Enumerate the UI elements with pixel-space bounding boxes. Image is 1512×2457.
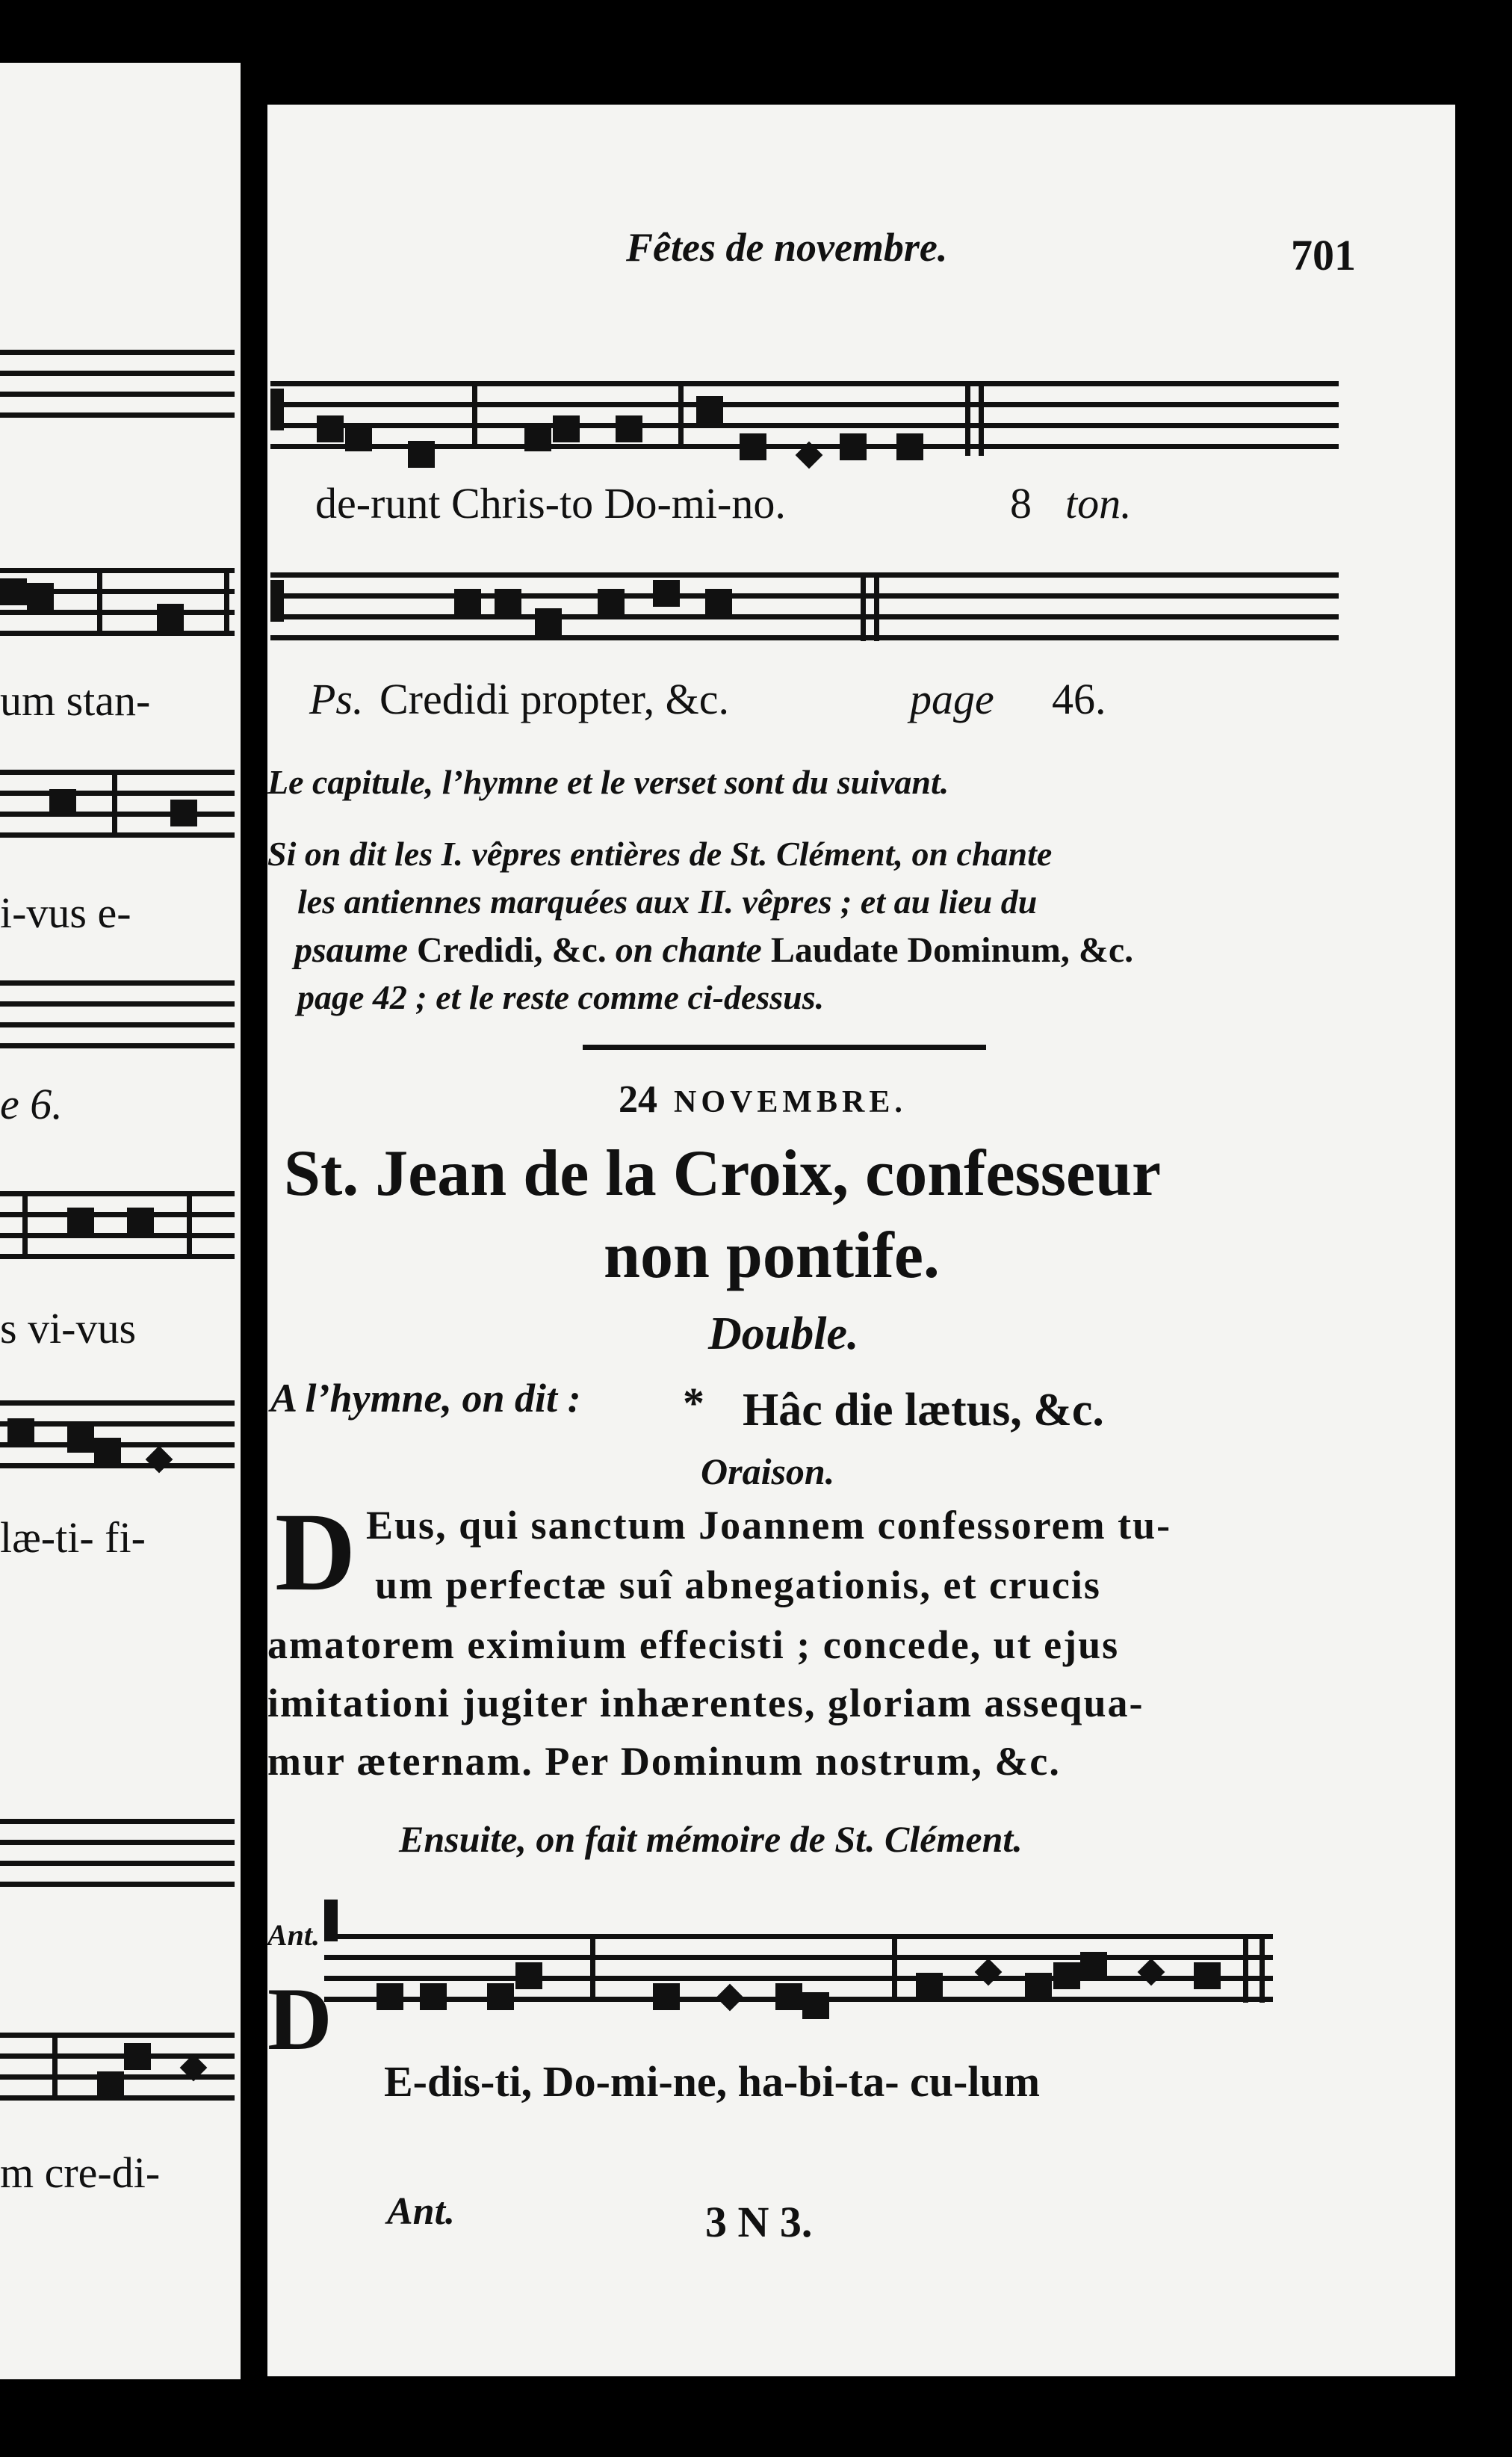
- feast-title: non pontife.: [604, 1220, 940, 1292]
- antiphon-drop-cap: D: [267, 1969, 332, 2068]
- psalm-abbreviation: Ps.: [309, 675, 364, 723]
- page-number: 701: [1291, 231, 1356, 279]
- chant-lyrics: de-runt Chris-to Do-mi-no.: [315, 479, 786, 528]
- rubric-vespers-line: les antiennes marquées aux II. vêpres ; et au lieu du: [297, 883, 1038, 921]
- rubric-italic: on chante: [615, 930, 762, 970]
- left-staff: [0, 2033, 235, 2100]
- rubric-vespers-line: page 42 ; et le reste comme ci-dessus.: [297, 978, 825, 1016]
- left-fragment-text: s vi-vus: [0, 1304, 137, 1353]
- feast-title: St. Jean de la Croix, confesseur: [284, 1137, 1162, 1210]
- rubric-vespers-line: [294, 930, 1133, 971]
- date-heading: [619, 1078, 907, 1122]
- left-fragment-text: e 6.: [0, 1080, 63, 1128]
- left-staff: [0, 980, 235, 1048]
- psalm-page-number: 46.: [1052, 675, 1106, 723]
- rubric-vespers-line: Si on dit les I. vêpres entières de St. Clément, on chante: [267, 835, 1053, 873]
- date-day: 24: [619, 1078, 657, 1121]
- hymn-star: *: [683, 1379, 704, 1427]
- prayer-line: mur æternam. Per Dominum nostrum, &c.: [267, 1739, 1061, 1784]
- hymn-incipit: Hâc die lætus, &c.: [743, 1385, 1104, 1435]
- commemoration-rubric: Ensuite, on fait mémoire de St. Clément.: [399, 1818, 1023, 1860]
- oraison-heading: Oraison.: [701, 1450, 835, 1492]
- left-staff: [0, 770, 235, 837]
- antiphon-lyrics: E-dis-ti, Do-mi-ne, ha-bi-ta- cu-lum: [384, 2057, 1041, 2106]
- left-staff: [0, 1819, 235, 1886]
- left-fragment-text: um stan-: [0, 676, 151, 725]
- prayer-line: Eus, qui sanctum Joannem confessorem tu-: [366, 1503, 1172, 1548]
- left-fragment-text: i-vus e-: [0, 888, 131, 937]
- left-staff: [0, 1191, 235, 1258]
- book-page-701: [267, 105, 1455, 2376]
- rubric-italic: psaume: [294, 930, 409, 970]
- antiphon-label: Ant.: [267, 1918, 320, 1952]
- prayer-drop-cap: D: [275, 1490, 356, 1614]
- antiphon-staff: [324, 1934, 1273, 2003]
- left-staff: [0, 350, 235, 417]
- left-fragment-text: læ-ti- fi-: [0, 1513, 146, 1562]
- running-head: Fêtes de novembre.: [626, 225, 948, 270]
- prayer-line: imitationi jugiter inhærentes, gloriam assequa-: [267, 1681, 1144, 1725]
- section-divider: [583, 1045, 986, 1050]
- left-fragment-text: m cre-di-: [0, 2148, 161, 2197]
- psalm-tone-number: 8: [1010, 479, 1032, 528]
- catchword: Ant.: [387, 2190, 456, 2233]
- prayer-line: um perfectæ suî abnegationis, et crucis: [375, 1563, 1101, 1607]
- psalm-tone-staff: [270, 572, 1339, 641]
- rubric-capitule: Le capitule, l’hymne et le verset sont du suivant.: [267, 763, 949, 801]
- hymn-rubric: A l’hymne, on dit :: [270, 1376, 581, 1421]
- left-facing-page: [0, 63, 241, 2379]
- psalm-incipit: Credidi propter, &c.: [379, 675, 729, 723]
- feast-rank: Double.: [708, 1308, 859, 1359]
- left-staff: [0, 568, 235, 635]
- rubric-roman: Credidi, &c.: [417, 930, 607, 970]
- prayer-line: amatorem eximium effecisti ; concede, ut ejus: [267, 1622, 1120, 1667]
- psalm-tone-label: ton.: [1065, 479, 1132, 528]
- rubric-roman: Laudate Dominum, &c.: [770, 930, 1134, 970]
- psalm-page-word: page: [910, 675, 994, 723]
- left-staff: [0, 1400, 235, 1468]
- chant-staff: [270, 381, 1339, 450]
- date-month: NOVEMBRE.: [674, 1085, 907, 1119]
- signature-mark: 3 N 3.: [705, 2198, 813, 2246]
